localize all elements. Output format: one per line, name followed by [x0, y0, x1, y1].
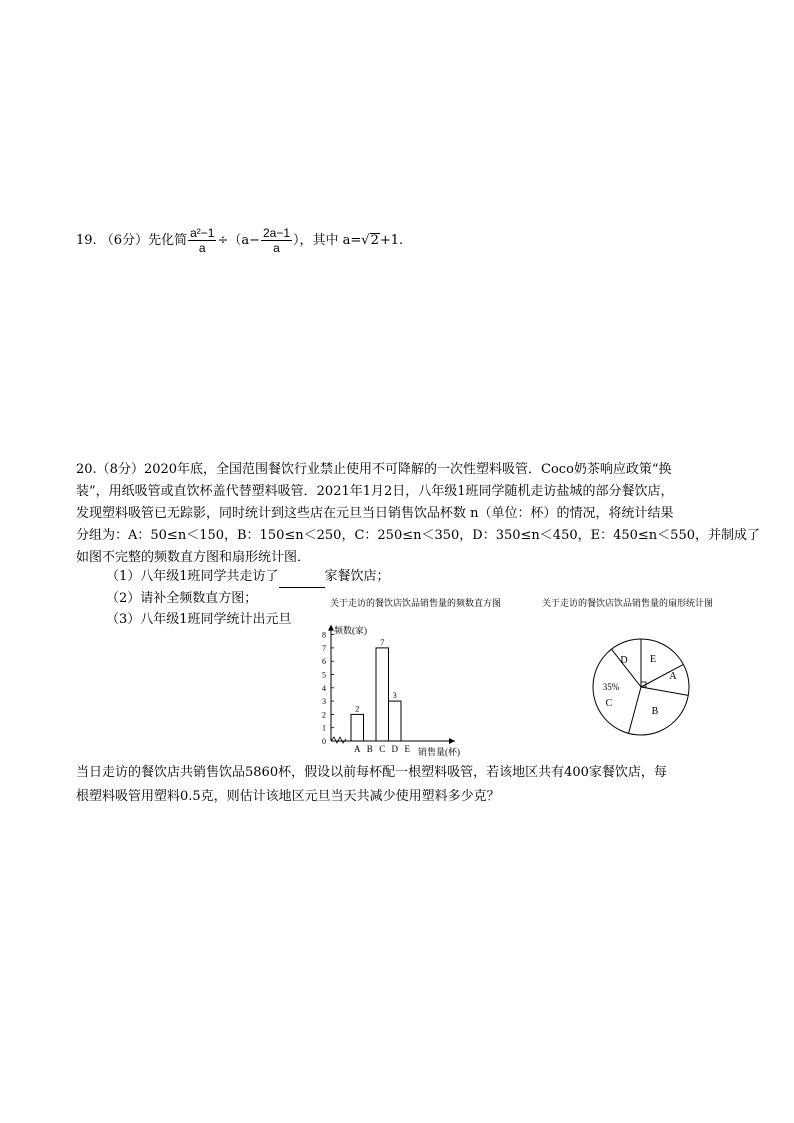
q20-line-3: 发现塑料吸管已无踪影，同时统计到这些店在元旦当日销售饮品杯数 n（单位：杯）的情况，将统计结果: [76, 506, 674, 521]
q20-line-5: 如图不完整的频数直方图和扇形统计图．: [76, 550, 311, 565]
bar-data-label: 3: [392, 691, 397, 701]
q19-fraction-2: $\frac{2a-1}{a}$: [262, 226, 291, 255]
answer-blank[interactable]: [279, 573, 325, 588]
pie-slice-label: C: [605, 698, 613, 709]
histogram-bar: [376, 648, 389, 741]
histogram-chart: [305, 612, 505, 760]
y-tick-label: 7: [322, 643, 326, 653]
bar-data-label: 2: [355, 704, 360, 714]
x-tick-label: B: [366, 744, 373, 754]
y-tick-label: 0: [322, 737, 326, 746]
y-tick-label: 6: [322, 657, 326, 667]
x-axis-arrow: [449, 738, 455, 744]
histogram-title: 关于走访的餐饮店饮品销售量的频数直方图: [330, 598, 502, 608]
pie-chart-title: 关于走访的餐饮店饮品销售量的扇形统计图: [542, 598, 714, 608]
x-tick-label: C: [379, 744, 386, 754]
y-tick-label: 8: [322, 630, 326, 640]
pie-slice-label: B: [651, 706, 659, 717]
y-axis-label: 频数(家): [334, 625, 367, 636]
q19-fraction-1: $\frac{\text{a²−1}}{a}$: [190, 226, 215, 255]
q19-mid: ÷（a−: [217, 233, 260, 248]
histogram-bar: [389, 701, 402, 741]
q20-line-4: 分组为：A：50≤n＜150，B：150≤n＜250，C：250≤n＜350，D：350≤n＜450，E：450≤n＜550，并制成了: [76, 528, 760, 543]
question-19: [76, 226, 724, 255]
q20-sub-1: （1）八年级1班同学共走访了 家餐饮店；: [106, 566, 754, 588]
x-tick-label: D: [391, 744, 398, 754]
bar-data-label: 7: [380, 637, 385, 647]
q20-line-1: 20.（8分）2020年底，全国范围餐饮行业禁止使用不可降解的一次性塑料吸管．Coco奶茶响应政策“换: [76, 462, 672, 477]
x-tick-label: A: [354, 744, 361, 754]
y-tick-label: 3: [322, 697, 326, 707]
y-tick-label: 1: [322, 723, 326, 733]
sqrt-symbol: √: [361, 233, 370, 248]
q19-suffix-2: +1.: [379, 233, 404, 248]
q19-sqrt-arg: 2: [370, 233, 379, 248]
y-tick-label: 4: [322, 683, 326, 693]
q20-sub-2: （2）请补全频数直方图；: [106, 591, 258, 606]
q19-suffix-1: ），其中 a=: [293, 233, 362, 248]
pie-chart: [585, 636, 697, 738]
pie-percent-annotation: 35%: [602, 682, 620, 692]
pie-slice-label: A: [669, 671, 677, 682]
q19-prefix: 19. （6分）先化简: [76, 233, 188, 248]
q20-cont-2: 根塑料吸管用塑料0.5克，则估计该地区元旦当天共减少使用塑料多少克？: [76, 789, 500, 804]
pie-slice-label: E: [649, 654, 657, 665]
q20-sub-3: （3）八年级1班同学统计出元旦: [106, 612, 292, 627]
histogram-bar: [351, 714, 364, 741]
x-axis-label: 销售量(杯): [418, 747, 460, 757]
q20-line-2: 装”，用纸吸管或直饮杯盖代替塑料吸管．2021年1月2日，八年级1班同学随机走访盐城的部分餐饮店，: [76, 484, 674, 499]
pie-slice-label: D: [620, 655, 628, 666]
y-tick-label: 5: [322, 670, 326, 680]
q20-cont-1: 当日走访的餐饮店共销售饮品5860杯，假设以前每杯配一根塑料吸管，若该地区共有400家餐饮店，每: [76, 765, 667, 780]
axis-break: [331, 737, 346, 743]
x-tick-label: E: [404, 744, 410, 754]
y-tick-label: 2: [322, 710, 326, 720]
